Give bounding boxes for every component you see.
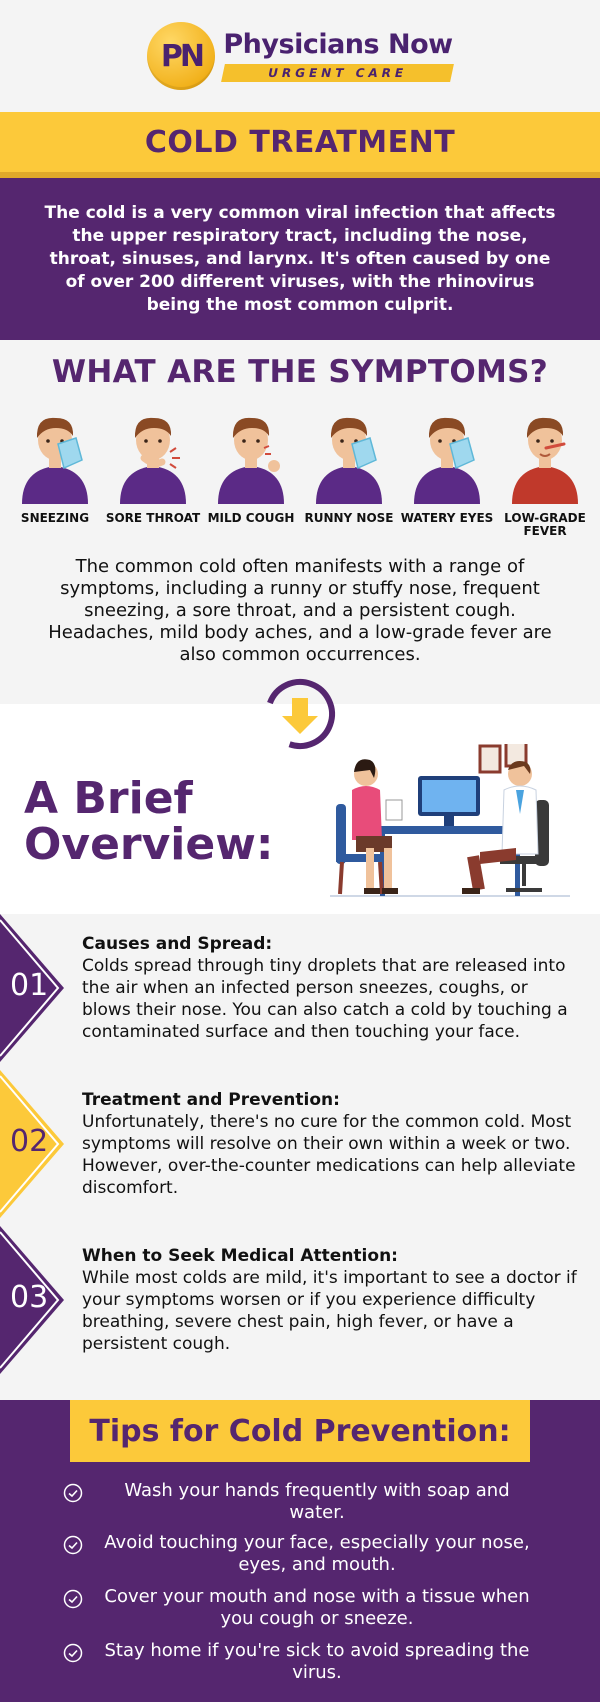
check-circle-icon bbox=[63, 1483, 83, 1503]
tip-text: Stay home if you're sick to avoid spreading the virus. bbox=[104, 1640, 530, 1683]
intro-text: The cold is a very common viral infection that affects the upper respiratory tract, including the nose, throat, sinuses, and larynx. It's often caused by one of over 200 different viruses, with the rhinovirus being the most common culprit. bbox=[44, 202, 556, 315]
symptom-illustration bbox=[404, 408, 490, 508]
check-circle-icon bbox=[63, 1589, 83, 1609]
check-circle-icon bbox=[63, 1643, 83, 1663]
overview-heading bbox=[24, 773, 274, 870]
item-number: 01 bbox=[10, 968, 49, 1003]
symptom-item bbox=[105, 408, 201, 538]
symptom-illustration bbox=[306, 408, 392, 508]
symptoms-section bbox=[0, 340, 600, 704]
item-text: Unfortunately, there's no cure for the common cold. Most symptoms will resolve on their own within a week or two. However, over-the-counter medications can help alleviate discomfort. bbox=[82, 1112, 576, 1198]
symptom-item bbox=[399, 408, 495, 538]
doctor-patient-illustration bbox=[330, 744, 570, 904]
symptom-illustration bbox=[110, 408, 196, 508]
symptoms-description: The common cold often manifests with a range of symptoms, including a runny or stuffy nose, frequent sneezing, a sore throat, and a persistent cough. Headaches, mild body aches, and a low-grade fever are also common occurrences. bbox=[48, 556, 552, 665]
overview-item bbox=[0, 914, 600, 1062]
symptom-label: WATERY EYES bbox=[400, 511, 494, 525]
item-title: Treatment and Prevention: bbox=[82, 1090, 340, 1110]
logo-name: Physicians Now bbox=[223, 29, 453, 60]
down-arrow-icon bbox=[262, 676, 338, 752]
symptoms-heading: WHAT ARE THE SYMPTOMS? bbox=[51, 354, 549, 390]
header bbox=[0, 0, 600, 112]
symptom-label: RUNNY NOSE bbox=[304, 511, 394, 525]
tips-heading: Tips for Cold Prevention: bbox=[89, 1413, 511, 1449]
logo-monogram: PN bbox=[160, 38, 202, 74]
logo-subtitle: URGENT CARE bbox=[221, 64, 454, 82]
symptom-row bbox=[0, 390, 600, 538]
overview-heading-line2: Overview: bbox=[24, 819, 274, 870]
item-text: While most colds are mild, it's important to see a doctor if your symptoms worsen or if you experience difficulty breathing, severe chest pain, high fever, or have a persistent cough. bbox=[82, 1268, 577, 1354]
title-bar bbox=[0, 112, 600, 178]
tip-text: Avoid touching your face, especially your nose, eyes, and mouth. bbox=[104, 1532, 530, 1575]
symptom-illustration bbox=[12, 408, 98, 508]
symptom-label: SORE THROAT bbox=[105, 511, 201, 525]
symptom-item bbox=[301, 408, 397, 538]
overview-item bbox=[0, 1070, 600, 1218]
symptom-label: MILD COUGH bbox=[207, 511, 295, 525]
item-title: Causes and Spread: bbox=[82, 934, 273, 954]
item-number: 02 bbox=[10, 1124, 49, 1159]
tip-text: Wash your hands frequently with soap and water. bbox=[124, 1480, 510, 1523]
overview-item bbox=[0, 1226, 600, 1374]
tips-section bbox=[0, 1400, 600, 1702]
item-number: 03 bbox=[10, 1280, 49, 1315]
symptom-label: SNEEZING bbox=[20, 511, 90, 525]
check-circle-icon bbox=[63, 1535, 83, 1555]
tip-item bbox=[40, 1640, 560, 1684]
symptom-item bbox=[203, 408, 299, 538]
item-number-badge bbox=[0, 1226, 70, 1374]
page-title: COLD TREATMENT bbox=[144, 124, 456, 160]
symptom-label: LOW-GRADE FEVER bbox=[504, 511, 586, 538]
tip-item bbox=[40, 1532, 560, 1576]
overview-items bbox=[0, 914, 600, 1374]
overview-section bbox=[0, 704, 600, 914]
symptom-item bbox=[497, 408, 593, 538]
item-number-badge bbox=[0, 1070, 70, 1218]
symptom-illustration bbox=[502, 408, 588, 508]
item-title: When to Seek Medical Attention: bbox=[82, 1246, 398, 1266]
intro-section bbox=[0, 178, 600, 340]
symptom-illustration bbox=[208, 408, 294, 508]
logo-badge bbox=[147, 22, 215, 90]
overview-heading-line1: A Brief bbox=[24, 773, 193, 824]
tips-title-bar bbox=[70, 1400, 530, 1462]
symptom-item bbox=[7, 408, 103, 538]
tip-item bbox=[40, 1480, 560, 1524]
item-text: Colds spread through tiny droplets that are released into the air when an infected person sneezes, coughs, or blows their nose. You can also catch a cold by touching a contaminated surface and then touching your face. bbox=[82, 956, 568, 1042]
logo[interactable] bbox=[147, 22, 452, 90]
tip-item bbox=[40, 1586, 560, 1630]
tip-text: Cover your mouth and nose with a tissue when you cough or sneeze. bbox=[104, 1586, 530, 1629]
item-number-badge bbox=[0, 914, 70, 1062]
